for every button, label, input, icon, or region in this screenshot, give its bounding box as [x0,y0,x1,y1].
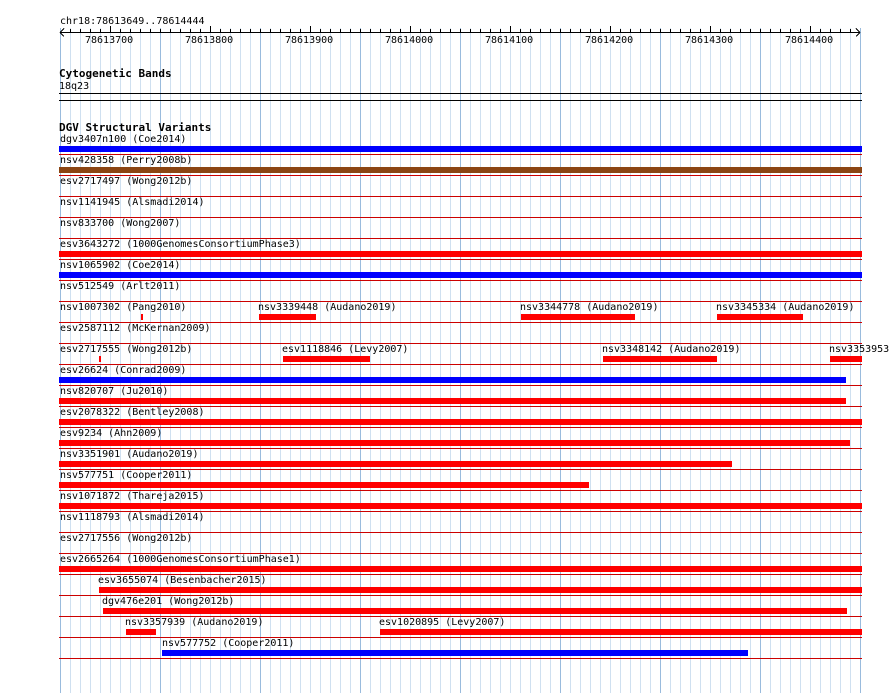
variant-label[interactable]: esv2587112 (McKernan2009) [60,323,211,334]
variant-label[interactable]: nsv1007302 (Pang2010) [60,302,187,313]
variant-label[interactable]: nsv3348142 (Audano2019) [602,344,741,355]
variant-label[interactable]: nsv3339448 (Audano2019) [258,302,397,313]
variant-label[interactable]: esv3655074 (Besenbacher2015) [98,575,267,586]
variant-bar[interactable] [99,356,101,362]
variant-label[interactable]: esv2078322 (Bentley2008) [60,407,205,418]
row-separator [59,658,862,659]
ruler-tick-label: 78613700 [85,35,134,46]
variant-bar[interactable] [59,272,862,278]
variant-bar[interactable] [59,419,862,425]
variant-bar[interactable] [103,608,847,614]
ruler-tick-label: 78614200 [585,35,634,46]
ruler-arrow-right [856,29,860,33]
cytoband-title: Cytogenetic Bands [59,67,172,80]
ruler-tick-label: 78614300 [685,35,734,46]
variant-label[interactable]: esv2717555 (Wong2012b) [60,344,193,355]
variant-label[interactable]: esv1020895 (Levy2007) [379,617,506,628]
variant-bar[interactable] [59,461,732,467]
variant-label[interactable]: nsv577752 (Cooper2011) [162,638,295,649]
ruler-tick-label: 78614400 [785,35,834,46]
variant-label[interactable]: nsv3353953 [829,344,890,355]
variant-label[interactable]: nsv3357939 (Audano2019) [125,617,264,628]
variant-bar[interactable] [259,314,316,320]
variant-label[interactable]: nsv1118793 (Alsmadi2014) [60,512,205,523]
variant-label[interactable]: esv3643272 (1000GenomesConsortiumPhase3) [60,239,301,250]
cytoband-line [59,93,862,94]
track-divider [59,100,862,101]
variant-bar[interactable] [59,482,589,488]
variant-label[interactable]: esv2665264 (1000GenomesConsortiumPhase1) [60,554,301,565]
row-separator [59,427,862,428]
cytoband-label: 18q23 [59,81,90,92]
variant-bar[interactable] [283,356,370,362]
variant-bar[interactable] [603,356,717,362]
variant-label[interactable]: nsv820707 (Ju2010) [60,386,169,397]
variant-bar[interactable] [99,587,862,593]
variant-bar[interactable] [59,440,850,446]
variant-bar[interactable] [521,314,635,320]
variant-label[interactable]: esv26624 (Conrad2009) [60,365,187,376]
variant-label[interactable]: dgv3407n100 (Coe2014) [60,134,187,145]
ruler-tick-label: 78613800 [185,35,234,46]
variant-label[interactable]: nsv833700 (Wong2007) [60,218,181,229]
region-label: chr18:78613649..78614444 [60,16,205,27]
row-separator [59,385,862,386]
variant-bar[interactable] [830,356,862,362]
dgv-title: DGV Structural Variants [59,121,212,134]
variant-bar[interactable] [59,503,862,509]
variant-label[interactable]: esv2717497 (Wong2012b) [60,176,193,187]
variant-label[interactable]: nsv1065902 (Coe2014) [60,260,181,271]
variant-bar[interactable] [59,146,862,152]
variant-bar[interactable] [59,566,862,572]
ruler-tick-label: 78613900 [285,35,334,46]
ruler-arrow-right [856,33,860,37]
variant-bar[interactable] [162,650,748,656]
variant-bar[interactable] [59,398,846,404]
variant-label[interactable]: esv2717556 (Wong2012b) [60,533,193,544]
variant-label[interactable]: nsv1141945 (Alsmadi2014) [60,197,205,208]
variant-label[interactable]: esv9234 (Ahn2009) [60,428,163,439]
variant-label[interactable]: nsv577751 (Cooper2011) [60,470,193,481]
variant-label[interactable]: nsv3344778 (Audano2019) [520,302,659,313]
variant-bar[interactable] [717,314,803,320]
variant-bar[interactable] [126,629,156,635]
ruler-tick-label: 78614100 [485,35,534,46]
variant-label[interactable]: nsv428358 (Perry2008b) [60,155,193,166]
variant-label[interactable]: dgv476e201 (Wong2012b) [102,596,235,607]
variant-label[interactable]: nsv512549 (Arlt2011) [60,281,181,292]
variant-label[interactable]: esv1118846 (Levy2007) [282,344,409,355]
variant-bar[interactable] [59,377,846,383]
variant-bar[interactable] [59,251,862,257]
variant-bar[interactable] [141,314,143,320]
variant-label[interactable]: nsv1071872 (Thareja2015) [60,491,205,502]
variant-label[interactable]: nsv3351901 (Audano2019) [60,449,199,460]
variant-bar[interactable] [380,629,862,635]
variant-bar[interactable] [59,167,862,173]
variant-label[interactable]: nsv3345334 (Audano2019) [716,302,855,313]
ruler-tick-label: 78614000 [385,35,434,46]
